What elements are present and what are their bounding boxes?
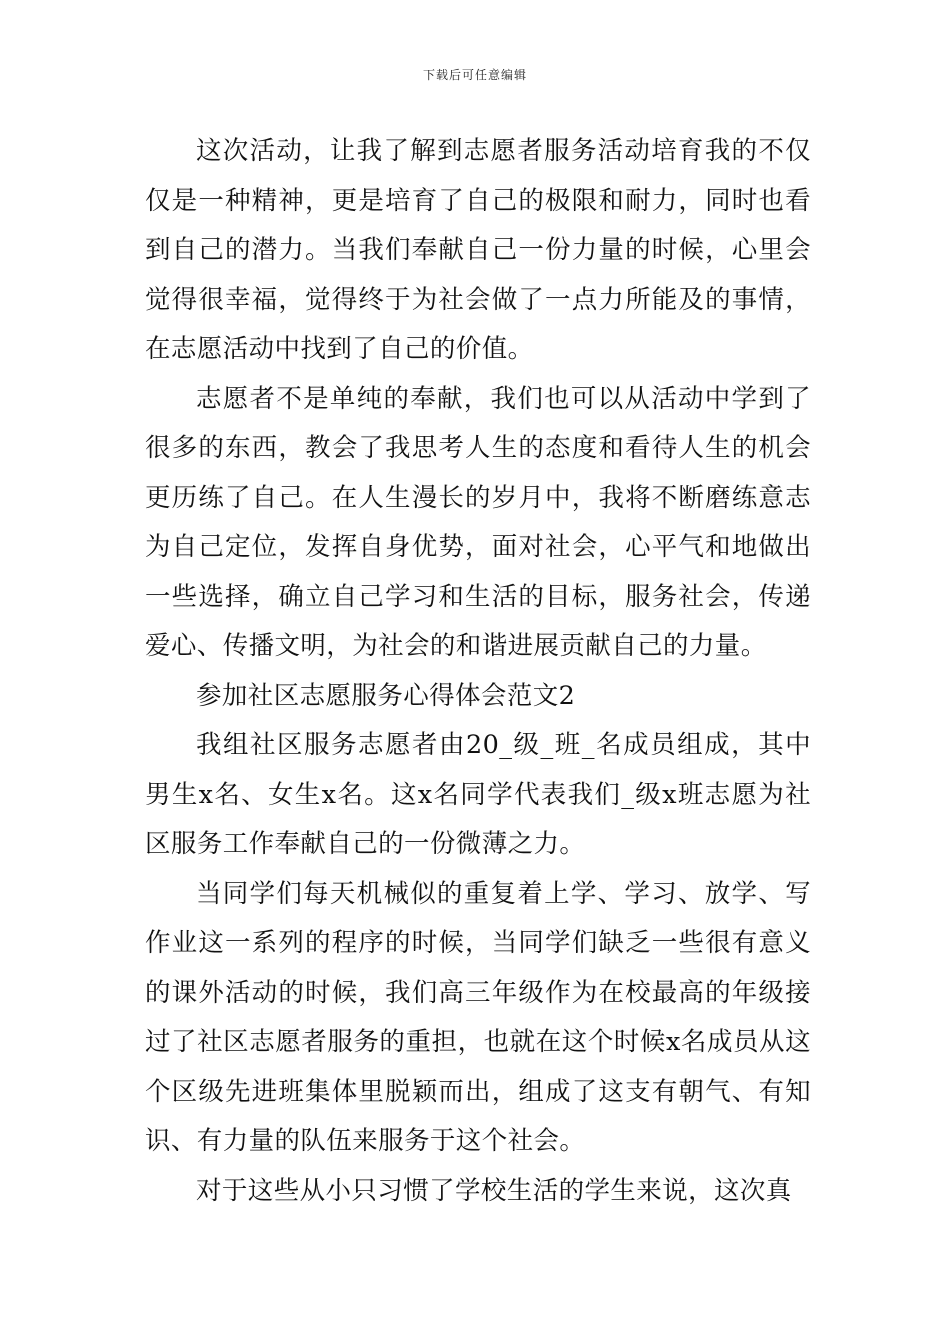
document-body [145, 127, 811, 1216]
paragraph: 当同学们每天机械似的重复着上学、学习、放学、写作业这一系列的程序的时候，当同学们缺乏一些很有意义的课外活动的时候，我们高三年级作为在校最高的年级接过了社区志愿者服务的重担，也就在这个时候x名成员从这个区级先进班集体里脱颖而出，组成了这支有朝气、有知识、有力量的队伍来服务于这个社会。 [145, 878, 811, 1156]
paragraph: 这次活动，让我了解到志愿者服务活动培育我的不仅仅是一种精神，更是培育了自己的极限和耐力，同时也看到自己的潜力。当我们奉献自己一份力量的时候，心里会觉得很幸福，觉得终于为社会做了一点力所能及的事情，在志愿活动中找到了自己的价值。 [145, 136, 811, 364]
section-heading: 参加社区志愿服务心得体会范文2 [196, 680, 576, 711]
paragraph: 我组社区服务志愿者由20_级_班_名成员组成，其中男生x名、女生x名。这x名同学代表我们_级x班志愿为社区服务工作奉献自己的一份微薄之力。 [145, 730, 811, 859]
paragraph: 对于这些从小只习惯了学校生活的学生来说，这次真 [196, 1175, 792, 1206]
paragraph: 志愿者不是单纯的奉献，我们也可以从活动中学到了很多的东西，教会了我思考人生的态度和看待人生的机会更历练了自己。在人生漫长的岁月中，我将不断磨练意志为自己定位，发挥自身优势，面对社会，心平气和地做出一些选择，确立自己学习和生活的目标，服务社会，传递爱心、传播文明，为社会的和谐进展贡献自己的力量。 [145, 383, 811, 661]
page-header: 下载后可任意编辑 [422, 68, 527, 82]
